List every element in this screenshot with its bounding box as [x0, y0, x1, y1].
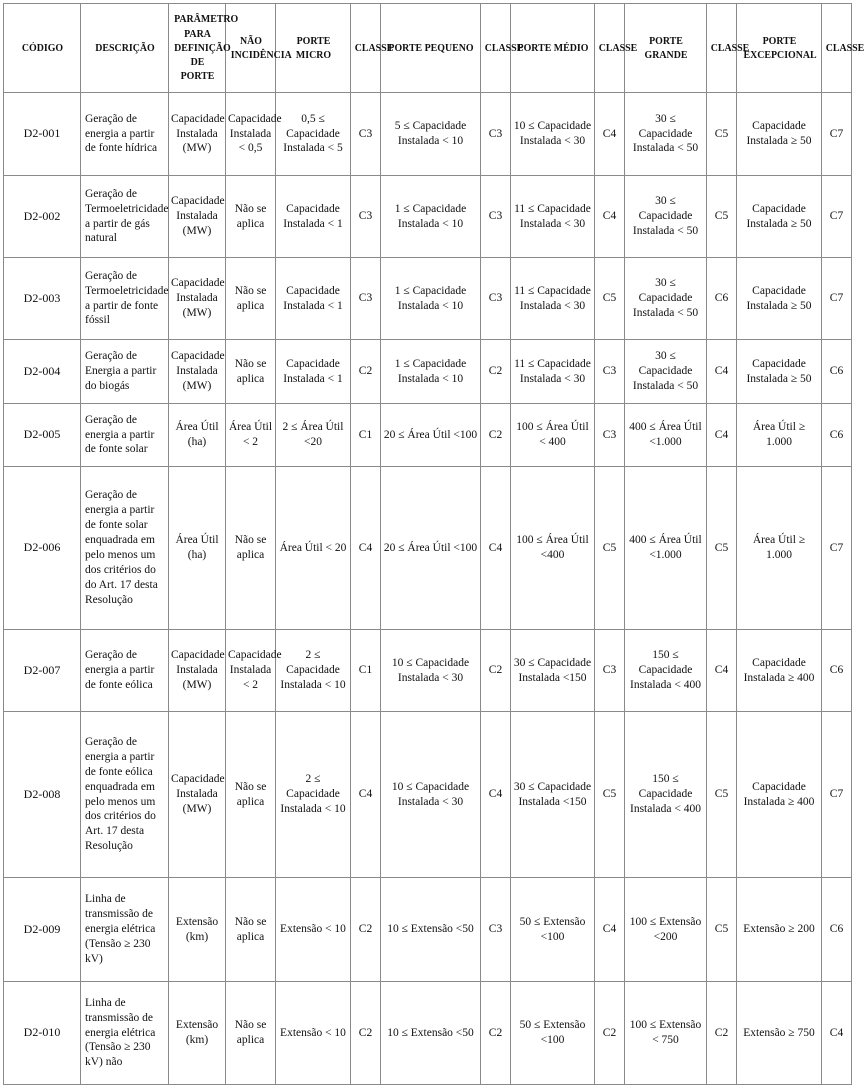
cell-classe-pequeno: C2 — [481, 630, 511, 712]
cell-parametro: Capacidade Instalada (MW) — [169, 93, 226, 176]
cell-descricao: Geração de Termoeletricidade a partir de fonte fóssil — [81, 258, 169, 340]
cell-classe-medio: C5 — [595, 258, 625, 340]
cell-parametro: Capacidade Instalada (MW) — [169, 712, 226, 878]
cell-porte-pequeno: 5 ≤ Capacidade Instalada < 10 — [381, 93, 481, 176]
cell-porte-medio: 50 ≤ Extensão <100 — [511, 982, 595, 1085]
cell-classe-grande: C5 — [707, 176, 737, 258]
cell-codigo: D2-005 — [4, 404, 81, 467]
cell-classe-micro: C4 — [351, 467, 381, 630]
cell-codigo: D2-008 — [4, 712, 81, 878]
header-classe-micro: CLASSE — [352, 4, 379, 93]
cell-porte-excepcional: Capacidade Instalada ≥ 50 — [737, 258, 822, 340]
cell-porte-micro: Extensão < 10 — [276, 982, 351, 1085]
cell-classe-excepcional: C7 — [822, 467, 852, 630]
cell-porte-excepcional: Extensão ≥ 750 — [737, 982, 822, 1085]
cell-classe-grande: C5 — [707, 712, 737, 878]
cell-nao-incidencia: Não se aplica — [226, 340, 276, 404]
cell-codigo: D2-009 — [4, 878, 81, 982]
table-row — [4, 176, 852, 258]
cell-classe-medio: C4 — [595, 176, 625, 258]
cell-classe-medio: C4 — [595, 93, 625, 176]
cell-classe-excepcional: C7 — [822, 176, 852, 258]
cell-classe-excepcional: C4 — [822, 982, 852, 1085]
cell-codigo: D2-002 — [4, 176, 81, 258]
cell-porte-excepcional: Área Útil ≥ 1.000 — [737, 404, 822, 467]
cell-nao-incidencia: Não se aplica — [226, 258, 276, 340]
header-classe-pequeno: CLASSE — [482, 4, 509, 93]
cell-classe-grande: C4 — [707, 404, 737, 467]
cell-descricao: Geração de energia a partir de fonte eólica enquadrada em pelo menos um dos critérios do Art. 17 desta Resolução — [81, 712, 169, 878]
cell-porte-grande: 150 ≤ Capacidade Instalada < 400 — [625, 712, 707, 878]
table-row — [4, 982, 852, 1085]
cell-classe-pequeno: C3 — [481, 93, 511, 176]
cell-codigo: D2-010 — [4, 982, 81, 1085]
cell-porte-micro: Capacidade Instalada < 1 — [276, 176, 351, 258]
cell-classe-micro: C3 — [351, 258, 381, 340]
cell-classe-grande: C2 — [707, 982, 737, 1085]
cell-porte-pequeno: 10 ≤ Extensão <50 — [381, 982, 481, 1085]
cell-classe-micro: C1 — [351, 630, 381, 712]
cell-porte-grande: 400 ≤ Área Útil <1.000 — [625, 404, 707, 467]
cell-porte-excepcional: Capacidade Instalada ≥ 400 — [737, 630, 822, 712]
cell-classe-excepcional: C7 — [822, 93, 852, 176]
cell-classe-micro: C4 — [351, 712, 381, 878]
cell-porte-grande: 30 ≤ Capacidade Instalada < 50 — [625, 176, 707, 258]
cell-parametro: Extensão (km) — [169, 878, 226, 982]
cell-parametro: Capacidade Instalada (MW) — [169, 340, 226, 404]
cell-classe-micro: C2 — [351, 982, 381, 1085]
cell-descricao: Linha de transmissão de energia elétrica (Tensão ≥ 230 kV) não — [81, 982, 169, 1085]
header-classe-grande: CLASSE — [708, 4, 735, 93]
cell-nao-incidencia: Não se aplica — [226, 982, 276, 1085]
cell-porte-grande: 100 ≤ Extensão < 750 — [625, 982, 707, 1085]
cell-classe-micro: C3 — [351, 176, 381, 258]
cell-descricao: Linha de transmissão de energia elétrica (Tensão ≥ 230 kV) — [81, 878, 169, 982]
cell-classe-medio: C3 — [595, 340, 625, 404]
cell-descricao: Geração de energia a partir de fonte solar enquadrada em pelo menos um dos critérios do do Art. 17 desta Resolução — [81, 467, 169, 630]
cell-nao-incidencia: Capacidade Instalada < 0,5 — [226, 93, 276, 176]
cell-porte-excepcional: Área Útil ≥ 1.000 — [737, 467, 822, 630]
cell-nao-incidencia: Não se aplica — [226, 878, 276, 982]
cell-porte-grande: 30 ≤ Capacidade Instalada < 50 — [625, 340, 707, 404]
table-row — [4, 630, 852, 712]
cell-classe-pequeno: C3 — [481, 878, 511, 982]
cell-porte-pequeno: 1 ≤ Capacidade Instalada < 10 — [381, 176, 481, 258]
cell-codigo: D2-003 — [4, 258, 81, 340]
cell-classe-pequeno: C3 — [481, 258, 511, 340]
table-row — [4, 712, 852, 878]
cell-porte-excepcional: Capacidade Instalada ≥ 50 — [737, 93, 822, 176]
cell-porte-grande: 150 ≤ Capacidade Instalada < 400 — [625, 630, 707, 712]
header-classe-excepcional: CLASSE — [823, 4, 850, 93]
cell-parametro: Extensão (km) — [169, 982, 226, 1085]
header-codigo: CÓDIGO — [7, 4, 76, 93]
cell-porte-medio: 30 ≤ Capacidade Instalada <150 — [511, 630, 595, 712]
cell-classe-medio: C3 — [595, 630, 625, 712]
cell-classe-medio: C4 — [595, 878, 625, 982]
cell-classe-pequeno: C4 — [481, 712, 511, 878]
header-nao-incidencia: NÃO INCIDÊNCIA — [228, 4, 273, 93]
cell-classe-excepcional: C6 — [822, 340, 852, 404]
header-descricao: DESCRIÇÃO — [85, 4, 164, 93]
cell-codigo: D2-007 — [4, 630, 81, 712]
cell-classe-pequeno: C3 — [481, 176, 511, 258]
cell-nao-incidencia: Capacidade Instalada < 2 — [226, 630, 276, 712]
cell-classe-grande: C5 — [707, 93, 737, 176]
cell-porte-micro: Capacidade Instalada < 1 — [276, 340, 351, 404]
cell-classe-micro: C2 — [351, 340, 381, 404]
cell-porte-pequeno: 10 ≤ Capacidade Instalada < 30 — [381, 630, 481, 712]
cell-classe-pequeno: C2 — [481, 404, 511, 467]
table-row — [4, 878, 852, 982]
cell-porte-grande: 400 ≤ Área Útil <1.000 — [625, 467, 707, 630]
cell-porte-medio: 100 ≤ Área Útil <400 — [511, 467, 595, 630]
cell-parametro: Capacidade Instalada (MW) — [169, 258, 226, 340]
cell-classe-grande: C4 — [707, 340, 737, 404]
cell-porte-micro: 0,5 ≤ Capacidade Instalada < 5 — [276, 93, 351, 176]
cell-classe-micro: C1 — [351, 404, 381, 467]
cell-classe-medio: C5 — [595, 712, 625, 878]
cell-parametro: Área Útil (ha) — [169, 404, 226, 467]
cell-porte-pequeno: 10 ≤ Extensão <50 — [381, 878, 481, 982]
cell-classe-pequeno: C2 — [481, 982, 511, 1085]
table-row — [4, 467, 852, 630]
cell-porte-medio: 100 ≤ Área Útil < 400 — [511, 404, 595, 467]
cell-parametro: Capacidade Instalada (MW) — [169, 630, 226, 712]
cell-classe-medio: C5 — [595, 467, 625, 630]
cell-nao-incidencia: Não se aplica — [226, 176, 276, 258]
cell-classe-excepcional: C7 — [822, 258, 852, 340]
cell-nao-incidencia: Não se aplica — [226, 712, 276, 878]
cell-porte-micro: Área Útil < 20 — [276, 467, 351, 630]
cell-porte-medio: 11 ≤ Capacidade Instalada < 30 — [511, 176, 595, 258]
cell-porte-excepcional: Capacidade Instalada ≥ 400 — [737, 712, 822, 878]
cell-parametro: Capacidade Instalada (MW) — [169, 176, 226, 258]
table-row — [4, 258, 852, 340]
cell-classe-grande: C5 — [707, 878, 737, 982]
cell-porte-excepcional: Capacidade Instalada ≥ 50 — [737, 340, 822, 404]
cell-classe-medio: C3 — [595, 404, 625, 467]
cell-porte-pequeno: 20 ≤ Área Útil <100 — [381, 404, 481, 467]
cell-porte-micro: 2 ≤ Capacidade Instalada < 10 — [276, 712, 351, 878]
header-porte-pequeno: PORTE PEQUENO — [386, 4, 476, 93]
cell-classe-medio: C2 — [595, 982, 625, 1085]
cell-classe-micro: C3 — [351, 93, 381, 176]
table-row — [4, 340, 852, 404]
cell-porte-excepcional: Extensão ≥ 200 — [737, 878, 822, 982]
cell-porte-medio: 11 ≤ Capacidade Instalada < 30 — [511, 258, 595, 340]
cell-porte-micro: 2 ≤ Área Útil <20 — [276, 404, 351, 467]
cell-classe-micro: C2 — [351, 878, 381, 982]
cell-porte-medio: 30 ≤ Capacidade Instalada <150 — [511, 712, 595, 878]
cell-codigo: D2-006 — [4, 467, 81, 630]
cell-nao-incidencia: Não se aplica — [226, 467, 276, 630]
header-porte-grande: PORTE GRANDE — [629, 4, 703, 93]
cell-porte-pequeno: 10 ≤ Capacidade Instalada < 30 — [381, 712, 481, 878]
cell-descricao: Geração de Energia a partir do biogás — [81, 340, 169, 404]
cell-porte-grande: 100 ≤ Extensão <200 — [625, 878, 707, 982]
cell-nao-incidencia: Área Útil < 2 — [226, 404, 276, 467]
cell-porte-pequeno: 1 ≤ Capacidade Instalada < 10 — [381, 340, 481, 404]
cell-porte-excepcional: Capacidade Instalada ≥ 50 — [737, 176, 822, 258]
cell-porte-pequeno: 20 ≤ Área Útil <100 — [381, 467, 481, 630]
cell-classe-grande: C5 — [707, 467, 737, 630]
cell-classe-grande: C6 — [707, 258, 737, 340]
cell-porte-medio: 11 ≤ Capacidade Instalada < 30 — [511, 340, 595, 404]
cell-descricao: Geração de energia a partir de fonte eólica — [81, 630, 169, 712]
cell-porte-grande: 30 ≤ Capacidade Instalada < 50 — [625, 93, 707, 176]
cell-descricao: Geração de energia a partir de fonte hídrica — [81, 93, 169, 176]
licensing-table — [3, 3, 864, 1085]
cell-porte-grande: 30 ≤ Capacidade Instalada < 50 — [625, 258, 707, 340]
cell-codigo: D2-001 — [4, 93, 81, 176]
cell-codigo: D2-004 — [4, 340, 81, 404]
header-porte-micro: PORTE MICRO — [279, 4, 347, 93]
cell-classe-grande: C4 — [707, 630, 737, 712]
header-porte-excepcional: PORTE EXCEPCIONAL — [741, 4, 818, 93]
cell-classe-pequeno: C4 — [481, 467, 511, 630]
table-row — [4, 93, 852, 176]
cell-classe-excepcional: C6 — [822, 878, 852, 982]
cell-porte-medio: 10 ≤ Capacidade Instalada < 30 — [511, 93, 595, 176]
cell-porte-micro: 2 ≤ Capacidade Instalada < 10 — [276, 630, 351, 712]
cell-porte-pequeno: 1 ≤ Capacidade Instalada < 10 — [381, 258, 481, 340]
cell-classe-excepcional: C6 — [822, 404, 852, 467]
cell-parametro: Área Útil (ha) — [169, 467, 226, 630]
cell-porte-micro: Capacidade Instalada < 1 — [276, 258, 351, 340]
header-porte-medio: PORTE MÉDIO — [515, 4, 591, 93]
cell-classe-excepcional: C7 — [822, 712, 852, 878]
cell-classe-pequeno: C2 — [481, 340, 511, 404]
cell-classe-excepcional: C6 — [822, 630, 852, 712]
cell-porte-micro: Extensão < 10 — [276, 878, 351, 982]
header-parametro: PARÂMETRO PARA DEFINIÇÃO DE PORTE — [171, 4, 222, 93]
cell-porte-medio: 50 ≤ Extensão <100 — [511, 878, 595, 982]
cell-descricao: Geração de Termoeletricidade a partir de gás natural — [81, 176, 169, 258]
cell-descricao: Geração de energia a partir de fonte solar — [81, 404, 169, 467]
header-row — [4, 4, 852, 93]
table-row — [4, 404, 852, 467]
header-classe-medio: CLASSE — [596, 4, 623, 93]
